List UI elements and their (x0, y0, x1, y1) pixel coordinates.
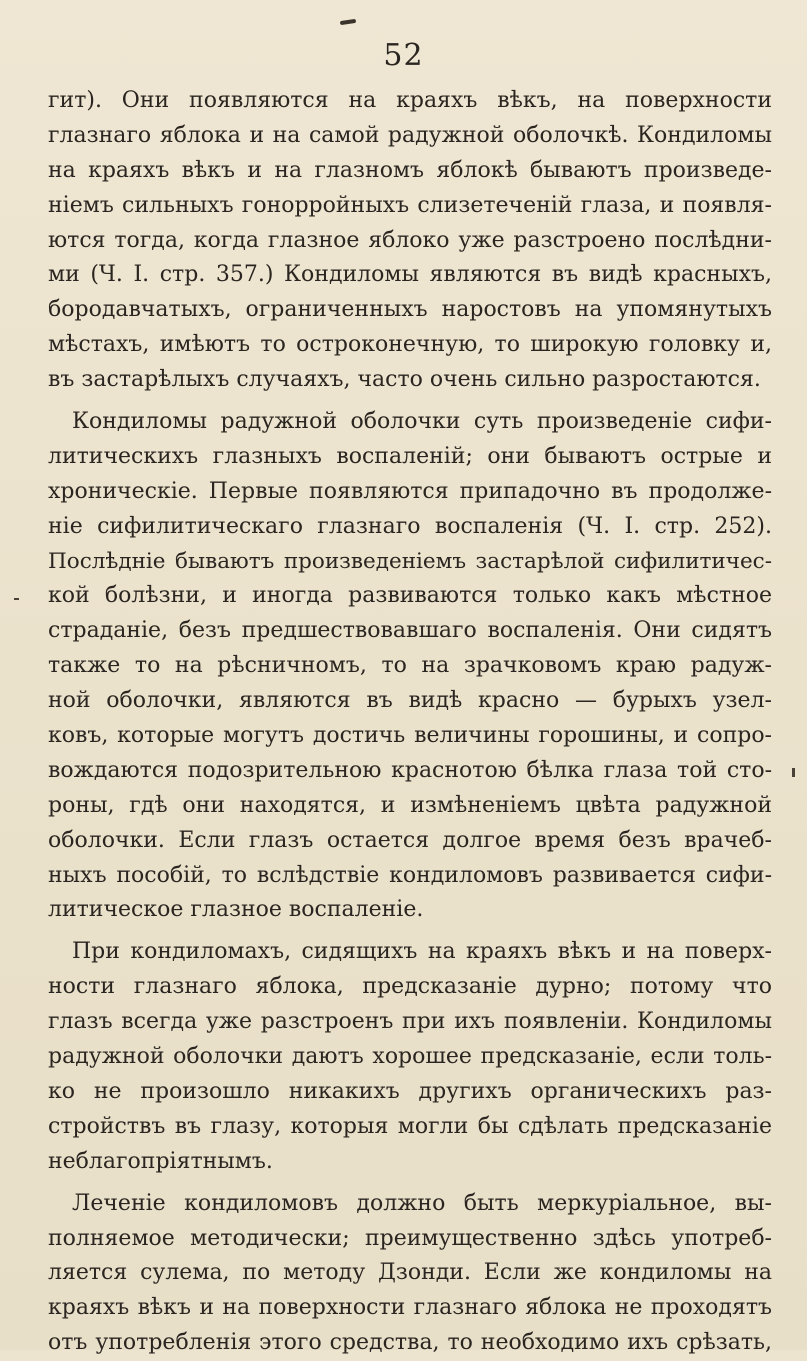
text-line: ніемъ сильныхъ гонорройныхъ слизетеченій глаза, и появля- (48, 192, 772, 218)
page-number: 52 (383, 38, 424, 73)
ink-mark (340, 19, 356, 25)
text-line: оболочки. Если глазъ остается долгое время безъ врачеб- (48, 827, 772, 853)
text-line: Леченіе кондиломовъ должно быть меркуріальное, вы- (72, 1190, 772, 1216)
text-line: ляется сулема, по методу Дзонди. Если же кондиломы на (48, 1260, 772, 1286)
text-line: роны, гдѣ они находятся, и измѣненіемъ цвѣта радужной (48, 792, 772, 818)
text-line: ной оболочки, являются въ видѣ красно — бурыхъ узел- (48, 688, 772, 714)
text-line: гит). Они появляются на краяхъ вѣкъ, на поверхности (48, 88, 772, 113)
ink-speck (14, 598, 19, 600)
text-line: литическое глазное воспаленіе. (48, 897, 424, 923)
text-line: Послѣдніе бываютъ произведеніемъ застарѣлой сифилитичес- (48, 548, 772, 574)
text-line: краяхъ вѣкъ и на поверхности глазнаго яблока не проходятъ (48, 1295, 772, 1321)
text-line: полняемое методически; преимущественно здѣсь употреб- (48, 1225, 772, 1251)
text-line: кой болѣзни, и иногда развиваются только какъ мѣстное (48, 583, 772, 609)
text-line: бородавчатыхъ, ограниченныхъ наростовъ на упомянутыхъ (48, 297, 772, 323)
text-line: мѣстахъ, имѣютъ то остроконечную, то широкую головку и, (48, 332, 772, 358)
text-line: неблагопріятнымъ. (48, 1148, 273, 1174)
text-line: радужной оболочки даютъ хорошее предсказаніе, если толь- (48, 1044, 772, 1070)
text-line: глазъ всегда уже разстроенъ при ихъ появленіи. Кондиломы (48, 1009, 772, 1035)
text-line: ніе сифилитическаго глазнаго воспаленія (Ч. І. стр. 252). (48, 513, 772, 539)
text-line: отъ употребленія этого средства, то необходимо ихъ срѣзать, (48, 1330, 772, 1356)
text-line: ковъ, которые могутъ достичь величины горошины, и сопро- (48, 723, 772, 749)
text-line: вождаются подозрительною краснотою бѣлка глаза той сто- (48, 757, 772, 783)
text-line: глазнаго яблока и на самой радужной оболочкѣ. Кондиломы (48, 122, 772, 148)
text-line: литическихъ глазныхъ воспаленій; они бываютъ острые и (48, 443, 772, 469)
text-line: на краяхъ вѣкъ и на глазномъ яблокѣ бываютъ произведе- (48, 157, 772, 183)
text-line: хроническіе. Первые появляются припадочно въ продолже- (48, 478, 772, 504)
text-line: ются тогда, когда глазное яблоко уже разстроено послѣдни- (48, 227, 772, 253)
ink-speck (792, 768, 795, 777)
text-line: страданіе, безъ предшествовавшаго воспаленія. Они сидятъ (48, 618, 772, 644)
text-line: ности глазнаго яблока, предсказаніе дурно; потому что (48, 974, 772, 1000)
body-text (48, 84, 772, 1361)
text-line: ныхъ пособій, то вслѣдствіе кондиломовъ развивается сифи- (48, 862, 772, 888)
text-line: ми (Ч. І. стр. 357.) Кондиломы являются въ видѣ красныхъ, (48, 262, 772, 288)
text-line: въ застарѣлыхъ случаяхъ, часто очень сильно разростаются. (48, 367, 761, 393)
text-line: также то на рѣсничномъ, то на зрачковомъ краю радуж- (48, 653, 772, 679)
text-line: ко не произошло никакихъ другихъ органическихъ раз- (48, 1078, 772, 1104)
text-line: Кондиломы радужной оболочки суть произведеніе сифи- (72, 409, 772, 435)
text-line: стройствъ въ глазу, которыя могли бы сдѣлать предсказаніе (48, 1113, 772, 1139)
text-line: При кондиломахъ, сидящихъ на краяхъ вѣкъ и на поверх- (72, 939, 772, 965)
